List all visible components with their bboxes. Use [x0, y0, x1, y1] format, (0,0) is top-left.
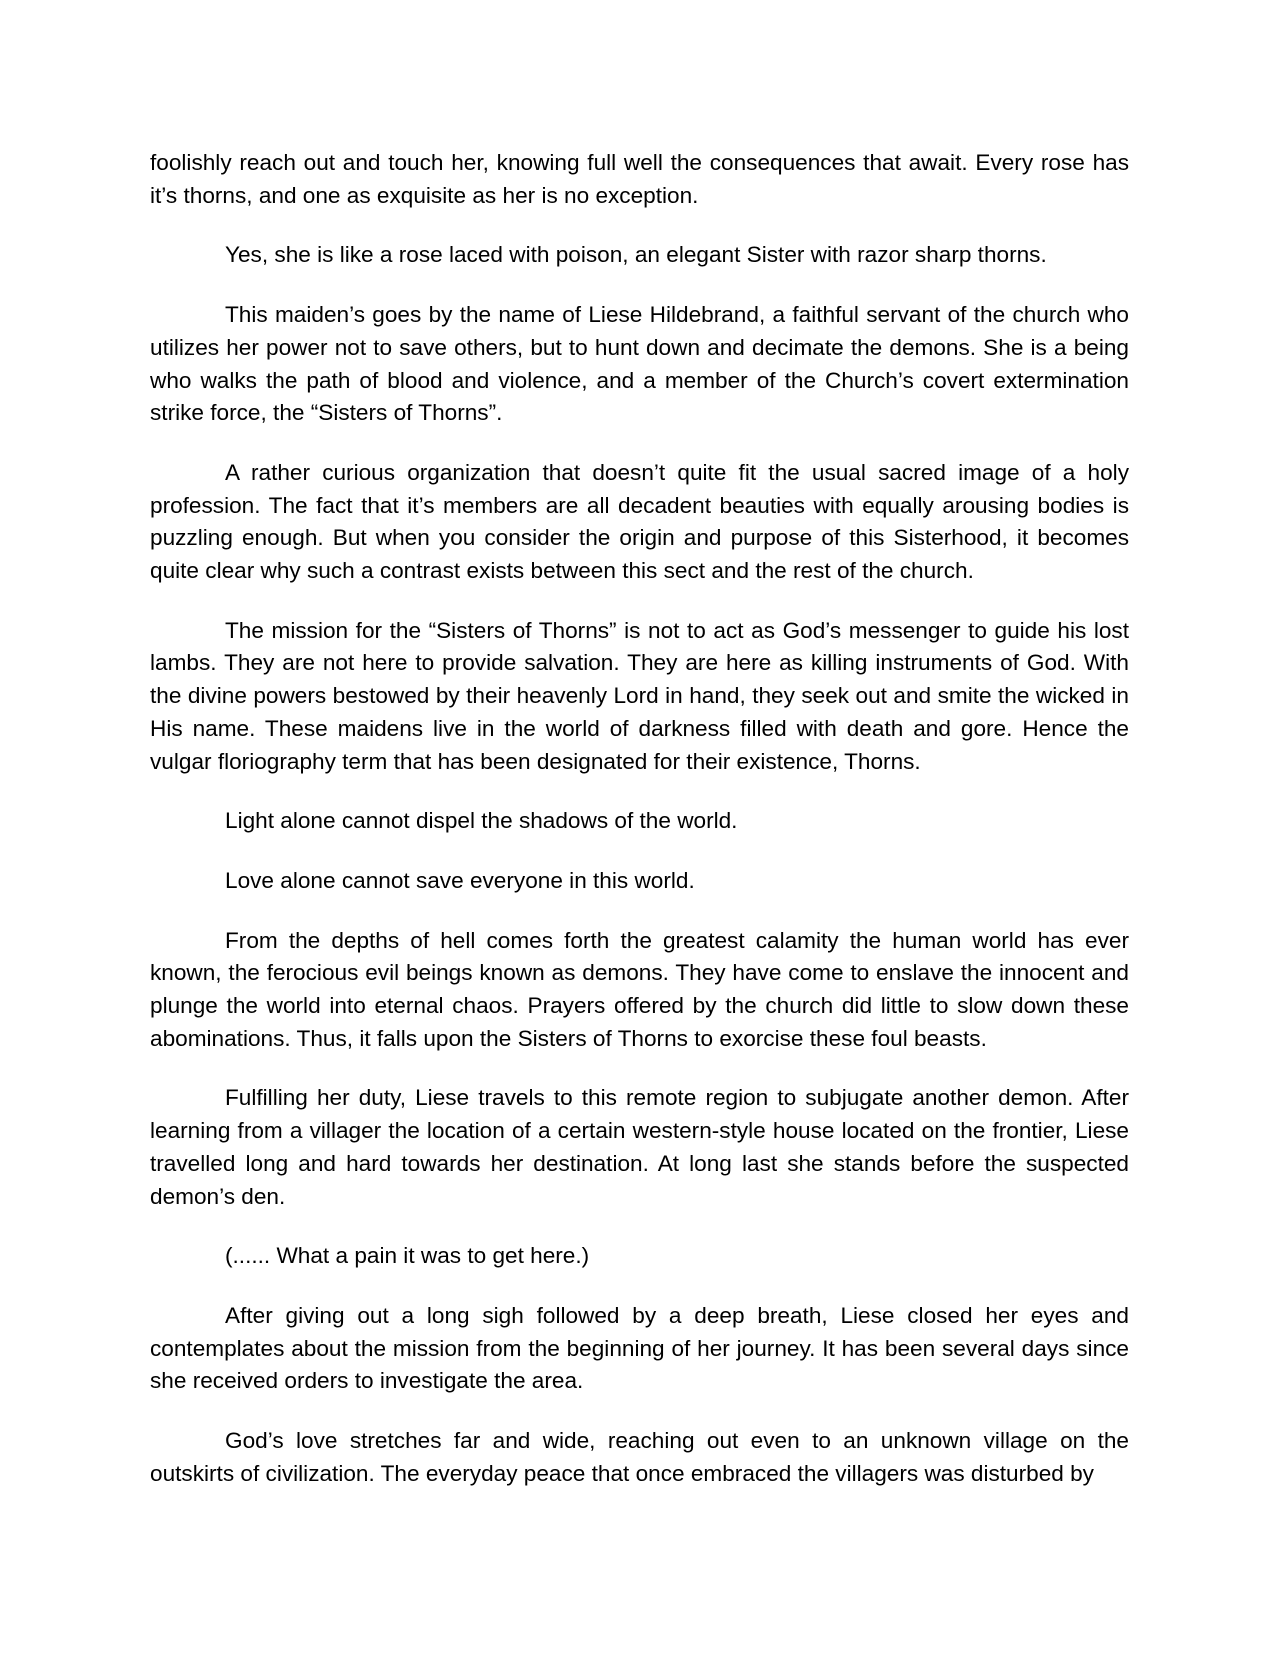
paragraph: From the depths of hell comes forth the greatest calamity the human world has ever known, the ferocious evil beings known as demons. They have come to enslave the innocent and plunge the world into eternal chaos. Prayers offered by the church did little to slow down these abominations. Thus, it falls upon the Sisters of Thorns to exorcise these foul beasts.: [150, 927, 1129, 1051]
paragraph: The mission for the “Sisters of Thorns” is not to act as God’s messenger to guide his lost lambs. They are not here to provide salvation. They are here as killing instruments of God. With the divine powers bestowed by their heavenly Lord in hand, they seek out and smite the wicked in His name. These maidens live in the world of darkness filled with death and gore. Hence the vulgar floriography term that has been designated for their existence, Thorns.: [150, 617, 1129, 774]
paragraph: After giving out a long sigh followed by a deep breath, Liese closed her eyes and contemplates about the mission from the beginning of her journey. It has been several days since she received orders to investigate the area.: [150, 1302, 1129, 1394]
paragraph: foolishly reach out and touch her, knowing full well the consequences that await. Every rose has it’s thorns, and one as exquisite as her is no exception.: [150, 150, 1129, 208]
paragraph: This maiden’s goes by the name of Liese Hildebrand, a faithful servant of the church who utilizes her power not to save others, but to hunt down and decimate the demons. She is a being who walks the path of blood and violence, and a member of the Church’s covert extermination strike force, the “Sisters of Thorns”.: [150, 302, 1129, 426]
paragraph: A rather curious organization that doesn’t quite fit the usual sacred image of a holy profession. The fact that it’s members are all decadent beauties with equally arousing bodies is puzzling enough. But when you consider the origin and purpose of this Sisterhood, it becomes quite clear why such a contrast exists between this sect and the rest of the church.: [150, 459, 1129, 584]
document-text-block: [150, 147, 1129, 1518]
paragraph: God’s love stretches far and wide, reaching out even to an unknown village on the outskirts of civilization. The everyday peace that once embraced the villagers was disturbed by: [150, 1428, 1129, 1486]
paragraph: Yes, she is like a rose laced with poison, an elegant Sister with razor sharp thorns.: [225, 242, 1047, 268]
paragraph: Love alone cannot save everyone in this world.: [225, 867, 695, 893]
paragraph: (...... What a pain it was to get here.): [225, 1243, 590, 1269]
paragraph: Light alone cannot dispel the shadows of the world.: [225, 808, 738, 834]
paragraph: Fulfilling her duty, Liese travels to this remote region to subjugate another demon. After learning from a villager the location of a certain western-style house located on the frontier, Liese travelled long and hard towards her destination. At long last she stands before the suspected demon’s den.: [150, 1085, 1129, 1209]
